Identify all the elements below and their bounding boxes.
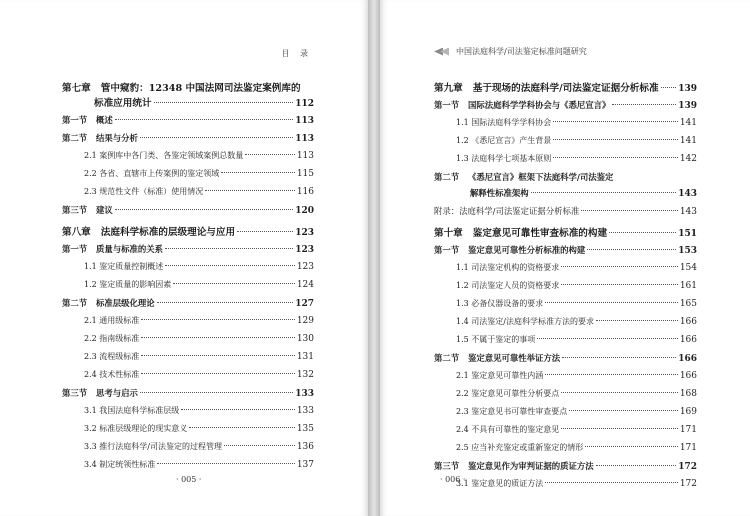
toc-entry <box>434 352 697 364</box>
dot-leader <box>165 265 295 266</box>
toc-entry-page: 151 <box>678 229 697 239</box>
dot-leader <box>205 190 295 191</box>
dot-leader <box>224 445 295 446</box>
dot-leader <box>596 465 677 466</box>
toc-entry <box>434 424 697 436</box>
toc-entry <box>434 153 697 165</box>
toc-entry <box>62 132 314 144</box>
table-of-contents <box>62 70 314 471</box>
toc-entry <box>62 351 314 363</box>
toc-entry <box>62 369 314 381</box>
toc-entry <box>62 95 314 108</box>
dot-leader <box>612 104 676 105</box>
toc-entry <box>434 442 697 454</box>
toc-entry-number: 第一节 <box>62 115 88 125</box>
toc-entry-text: 3.3 推行法庭科学/司法鉴定的过程管理 <box>84 442 222 451</box>
dot-leader <box>561 284 678 285</box>
toc-entry-title <box>94 95 152 109</box>
right-page <box>380 0 750 516</box>
toc-entry-title <box>84 459 155 470</box>
toc-entry-title <box>456 280 559 291</box>
toc-entry <box>62 297 314 309</box>
toc-entry-title <box>62 297 155 309</box>
toc-entry-title <box>456 316 594 327</box>
toc-entry-text: 基于现场的法庭科学/司法鉴定证据分析标准 <box>472 83 659 94</box>
toc-entry-number: 第一节 <box>62 244 88 254</box>
toc-entry-page: 166 <box>679 335 697 345</box>
toc-entry-text: 1.5 不属于鉴定的事项 <box>456 335 536 344</box>
toc-entry <box>62 150 314 162</box>
toc-entry <box>62 441 314 453</box>
toc-entry-text: 标准应用统计 <box>94 98 152 109</box>
dot-leader <box>661 87 677 88</box>
toc-entry-title <box>456 135 551 146</box>
toc-entry-page: 113 <box>296 151 314 161</box>
toc-entry-page: 132 <box>296 370 314 380</box>
toc-entry <box>62 423 314 435</box>
toc-entry-page: 161 <box>679 281 697 291</box>
toc-entry-page: 141 <box>679 118 697 128</box>
toc-entry-text: 2.4 不具有可靠性的鉴定意见 <box>456 425 560 434</box>
toc-entry-page: 112 <box>295 99 314 109</box>
toc-entry-title <box>84 369 139 380</box>
toc-entry <box>62 333 314 345</box>
toc-entry-title <box>62 224 235 238</box>
dot-leader <box>245 154 295 155</box>
toc-entry-text: 鉴定意见可靠性举证方法 <box>468 353 561 363</box>
table-of-contents <box>434 70 697 490</box>
dot-leader <box>553 121 678 122</box>
toc-entry <box>62 224 314 237</box>
toc-entry-text: 2.5 应当补充鉴定或重新鉴定的情形 <box>456 443 584 452</box>
toc-entry-title <box>62 114 113 126</box>
toc-entry-text: 2.4 技术性标准 <box>84 370 140 379</box>
toc-entry-number: 第一节 <box>434 245 460 255</box>
toc-entry-title <box>434 205 579 217</box>
dot-leader <box>585 446 678 447</box>
dot-leader <box>140 392 293 393</box>
dot-leader <box>189 427 295 428</box>
toc-entry-title <box>456 153 551 164</box>
toc-entry <box>62 405 314 417</box>
toc-entry-page: 143 <box>679 207 697 217</box>
toc-entry-number: 第二节 <box>434 172 460 182</box>
toc-entry-page: 115 <box>296 169 314 179</box>
toc-entry-title <box>456 442 583 453</box>
dot-leader <box>157 302 294 303</box>
toc-entry-text: 建议 <box>96 205 113 215</box>
toc-entry-text: 法庭科学标准的层级理论与应用 <box>100 227 236 238</box>
dot-leader <box>581 210 678 211</box>
dot-leader <box>154 102 294 103</box>
dot-leader <box>553 139 678 140</box>
toc-entry-title <box>84 261 163 272</box>
toc-entry-title <box>84 279 171 290</box>
toc-entry <box>434 370 697 382</box>
dot-leader <box>609 232 676 233</box>
toc-entry-title <box>62 80 301 94</box>
toc-entry-title <box>84 441 222 452</box>
dot-leader <box>537 338 678 339</box>
toc-entry-text: 2.3 鉴定意见书可靠性审查要点 <box>456 407 568 416</box>
toc-entry-number: 第十章 <box>434 228 463 239</box>
toc-entry-text: 1.4 司法鉴定/法庭科学标准方法的要求 <box>456 317 594 326</box>
toc-entry-number: 第三节 <box>62 205 88 215</box>
toc-entry-number: 第二节 <box>434 353 460 363</box>
toc-entry-title <box>456 117 551 128</box>
toc-entry-number: 第一节 <box>434 100 460 110</box>
dot-leader <box>141 337 295 338</box>
toc-entry-page: 154 <box>679 263 697 273</box>
toc-entry-text: 鉴定意见可靠性分析标准的构建 <box>468 245 586 255</box>
ornament-icon <box>434 48 452 56</box>
toc-entry-text: 质量与标准的关系 <box>96 244 163 254</box>
toc-entry-text: 1.1 司法鉴定机构的资格要求 <box>456 263 560 272</box>
toc-entry <box>434 388 697 400</box>
dot-leader <box>561 392 678 393</box>
page-number: · 005 · <box>176 475 202 484</box>
running-head <box>434 46 587 57</box>
toc-entry-title <box>62 204 113 216</box>
dot-leader <box>545 482 678 483</box>
page-number: · 006 · <box>440 475 466 484</box>
toc-entry-number: 第九章 <box>434 83 463 94</box>
dot-leader <box>115 119 293 120</box>
toc-entry-page: 141 <box>679 136 697 146</box>
toc-entry-text: 鉴定意见作为审判证据的质证方法 <box>468 461 594 471</box>
toc-entry-text: 标准层级化理论 <box>96 298 155 308</box>
toc-entry <box>62 279 314 291</box>
toc-entry-text: 3.1 鉴定意见的质证方法 <box>456 479 544 488</box>
toc-entry <box>434 117 697 129</box>
toc-entry-page: 139 <box>678 101 697 111</box>
toc-entry-page: 127 <box>295 299 314 309</box>
toc-entry-page: 143 <box>678 189 697 199</box>
book-gutter <box>368 0 380 516</box>
toc-entry-page: 166 <box>679 371 697 381</box>
toc-entry-page: 137 <box>296 460 314 470</box>
dot-leader <box>561 266 678 267</box>
toc-entry-title <box>456 424 559 435</box>
toc-entry-title <box>434 352 560 364</box>
toc-entry <box>62 114 314 126</box>
toc-entry <box>62 459 314 471</box>
toc-entry-title <box>84 186 203 197</box>
toc-entry-page: 133 <box>295 389 314 399</box>
toc-entry-page: 142 <box>679 154 697 164</box>
dot-leader <box>221 172 295 173</box>
dot-leader <box>141 373 295 374</box>
toc-entry-text: 1.2 鉴定质量的影响因素 <box>84 280 172 289</box>
toc-entry-title <box>62 243 163 255</box>
toc-entry <box>434 280 697 292</box>
toc-entry-text: 2.2 指南级标准 <box>84 334 140 343</box>
dot-leader <box>141 319 295 320</box>
dot-leader <box>569 410 678 411</box>
toc-entry-title <box>470 187 529 199</box>
dot-leader <box>173 283 295 284</box>
toc-entry-page: 129 <box>296 316 314 326</box>
dot-leader <box>181 409 295 410</box>
toc-entry-number: 第八章 <box>62 227 91 238</box>
dot-leader <box>115 209 293 210</box>
toc-entry-text: 1.2 司法鉴定人员的资格要求 <box>456 281 560 290</box>
toc-entry-page: 131 <box>296 352 314 362</box>
toc-entry-text: 2.1 案例库中各门类、各鉴定领域案例总数量 <box>84 151 244 160</box>
toc-entry-number: 第二节 <box>62 133 88 143</box>
toc-entry <box>62 261 314 273</box>
toc-entry-title <box>434 80 659 94</box>
toc-entry-text: 1.2 《悉尼宣言》产生背景 <box>456 136 552 145</box>
dot-leader <box>140 137 293 138</box>
toc-entry-page: 165 <box>679 299 697 309</box>
toc-entry-text: 《悉尼宣言》框架下法庭科学/司法鉴定 <box>468 172 614 182</box>
toc-entry-text: 管中窥豹：12348 中国法网司法鉴定案例库的 <box>100 83 301 94</box>
toc-entry-number: 第二节 <box>62 298 88 308</box>
toc-entry <box>434 334 697 346</box>
toc-entry-title <box>434 244 585 256</box>
toc-entry-page: 123 <box>296 262 314 272</box>
toc-entry-page: 172 <box>679 479 697 489</box>
toc-entry <box>434 316 697 328</box>
toc-entry-number: 第三节 <box>434 461 460 471</box>
dot-leader <box>561 428 678 429</box>
toc-entry <box>434 244 697 256</box>
toc-entry-page: 116 <box>296 187 314 197</box>
toc-entry-title <box>62 387 138 399</box>
toc-entry-page: 113 <box>295 116 314 126</box>
toc-entry-text: 2.2 各省、直辖市上传案例的鉴定领域 <box>84 169 220 178</box>
toc-entry-title <box>456 370 543 381</box>
toc-entry-page: 166 <box>678 354 697 364</box>
toc-entry-page: 171 <box>679 425 697 435</box>
toc-entry <box>434 80 697 93</box>
toc-entry-page: 113 <box>295 134 314 144</box>
toc-entry-title <box>84 333 139 344</box>
dot-leader <box>157 463 295 464</box>
toc-entry-page: 123 <box>295 228 314 238</box>
toc-entry-title <box>84 150 243 161</box>
toc-entry-title <box>84 168 219 179</box>
toc-entry <box>62 204 314 216</box>
toc-entry <box>434 187 697 199</box>
toc-entry-text: 2.1 通用级标准 <box>84 316 140 325</box>
toc-entry <box>434 225 697 238</box>
toc-entry-text: 2.3 流程级标准 <box>84 352 140 361</box>
toc-entry-text: 2.1 鉴定意见可靠性内涵 <box>456 371 544 380</box>
toc-entry <box>62 315 314 327</box>
toc-entry-title <box>84 351 139 362</box>
toc-entry <box>434 478 697 490</box>
toc-entry-text: 2.2 鉴定意见可靠性分析要点 <box>456 389 560 398</box>
dot-leader <box>531 192 677 193</box>
dot-leader <box>545 302 678 303</box>
toc-entry-title <box>84 405 179 416</box>
dot-leader <box>596 320 678 321</box>
toc-entry-page: 139 <box>678 84 697 94</box>
toc-entry-text: 3.4 制定统领性标准 <box>84 460 156 469</box>
toc-entry <box>434 99 697 111</box>
dot-leader <box>545 374 678 375</box>
toc-entry-title <box>434 99 610 111</box>
toc-entry-page: 124 <box>296 280 314 290</box>
toc-entry-page: 172 <box>678 462 697 472</box>
dot-leader <box>165 248 293 249</box>
dot-leader <box>553 157 678 158</box>
toc-entry-page: 171 <box>679 443 697 453</box>
toc-entry-number: 第三节 <box>62 388 88 398</box>
dot-leader <box>237 231 293 232</box>
toc-entry <box>434 460 697 472</box>
toc-entry <box>62 80 314 93</box>
toc-entry <box>434 262 697 274</box>
toc-entry-title <box>434 225 607 239</box>
toc-entry-page: 120 <box>295 206 314 216</box>
toc-entry-title <box>434 460 594 472</box>
left-page <box>0 0 368 516</box>
toc-entry-text: 1.3 必备仪器设备的要求 <box>456 299 544 308</box>
toc-entry <box>62 243 314 255</box>
toc-entry-text: 思考与启示 <box>96 388 138 398</box>
toc-entry <box>62 168 314 180</box>
toc-entry <box>434 406 697 418</box>
toc-entry-number: 第七章 <box>62 83 91 94</box>
toc-entry-text: 解释性标准架构 <box>470 188 529 198</box>
toc-entry <box>434 298 697 310</box>
toc-entry-page: 123 <box>295 245 314 255</box>
toc-entry-page: 169 <box>679 407 697 417</box>
toc-entry-text: 2.3 规范性文件（标准）使用情况 <box>84 187 204 196</box>
toc-entry <box>434 171 697 183</box>
toc-entry-text: 1.1 鉴定质量控制概述 <box>84 262 164 271</box>
toc-entry-text: 1.1 国际法庭科学学科协会 <box>456 118 552 127</box>
toc-entry-page: 168 <box>679 389 697 399</box>
toc-entry-page: 130 <box>296 334 314 344</box>
toc-entry-page: 135 <box>296 424 314 434</box>
toc-entry-title <box>456 334 535 345</box>
toc-entry-title <box>456 262 559 273</box>
running-head: 目 录 <box>281 49 312 58</box>
toc-entry-title <box>84 315 139 326</box>
toc-entry-text: 结果与分析 <box>96 133 138 143</box>
toc-entry-page: 153 <box>678 246 697 256</box>
toc-entry-title <box>84 423 187 434</box>
toc-entry-text: 概述 <box>96 115 113 125</box>
toc-entry-text: 3.2 标准层级理论的现实意义 <box>84 424 188 433</box>
toc-entry-title <box>434 171 613 183</box>
toc-entry <box>434 205 697 217</box>
toc-entry-text: 国际法庭科学学科协会与《悉尼宣言》 <box>468 100 611 110</box>
dot-leader <box>141 355 295 356</box>
toc-entry-title <box>456 478 543 489</box>
toc-entry-text: 附录：法庭科学/司法鉴定证据分析标准 <box>434 206 580 216</box>
toc-entry-text: 1.3 法庭科学七项基本原则 <box>456 154 552 163</box>
toc-entry-title <box>456 298 543 309</box>
toc-entry <box>62 186 314 198</box>
toc-entry-title <box>456 406 567 417</box>
toc-entry-page: 133 <box>296 406 314 416</box>
toc-entry-page: 136 <box>296 442 314 452</box>
toc-entry <box>62 387 314 399</box>
toc-entry-page: 166 <box>679 317 697 327</box>
toc-entry-title <box>62 132 138 144</box>
toc-entry-text: 鉴定意见可靠性审查标准的构建 <box>472 228 608 239</box>
toc-entry <box>434 135 697 147</box>
dot-leader <box>562 357 676 358</box>
dot-leader <box>587 249 676 250</box>
running-head-text: 中国法庭科学/司法鉴定标准问题研究 <box>456 47 587 56</box>
toc-entry-text: 3.1 我国法庭科学标准层级 <box>84 406 180 415</box>
toc-entry-title <box>456 388 559 399</box>
